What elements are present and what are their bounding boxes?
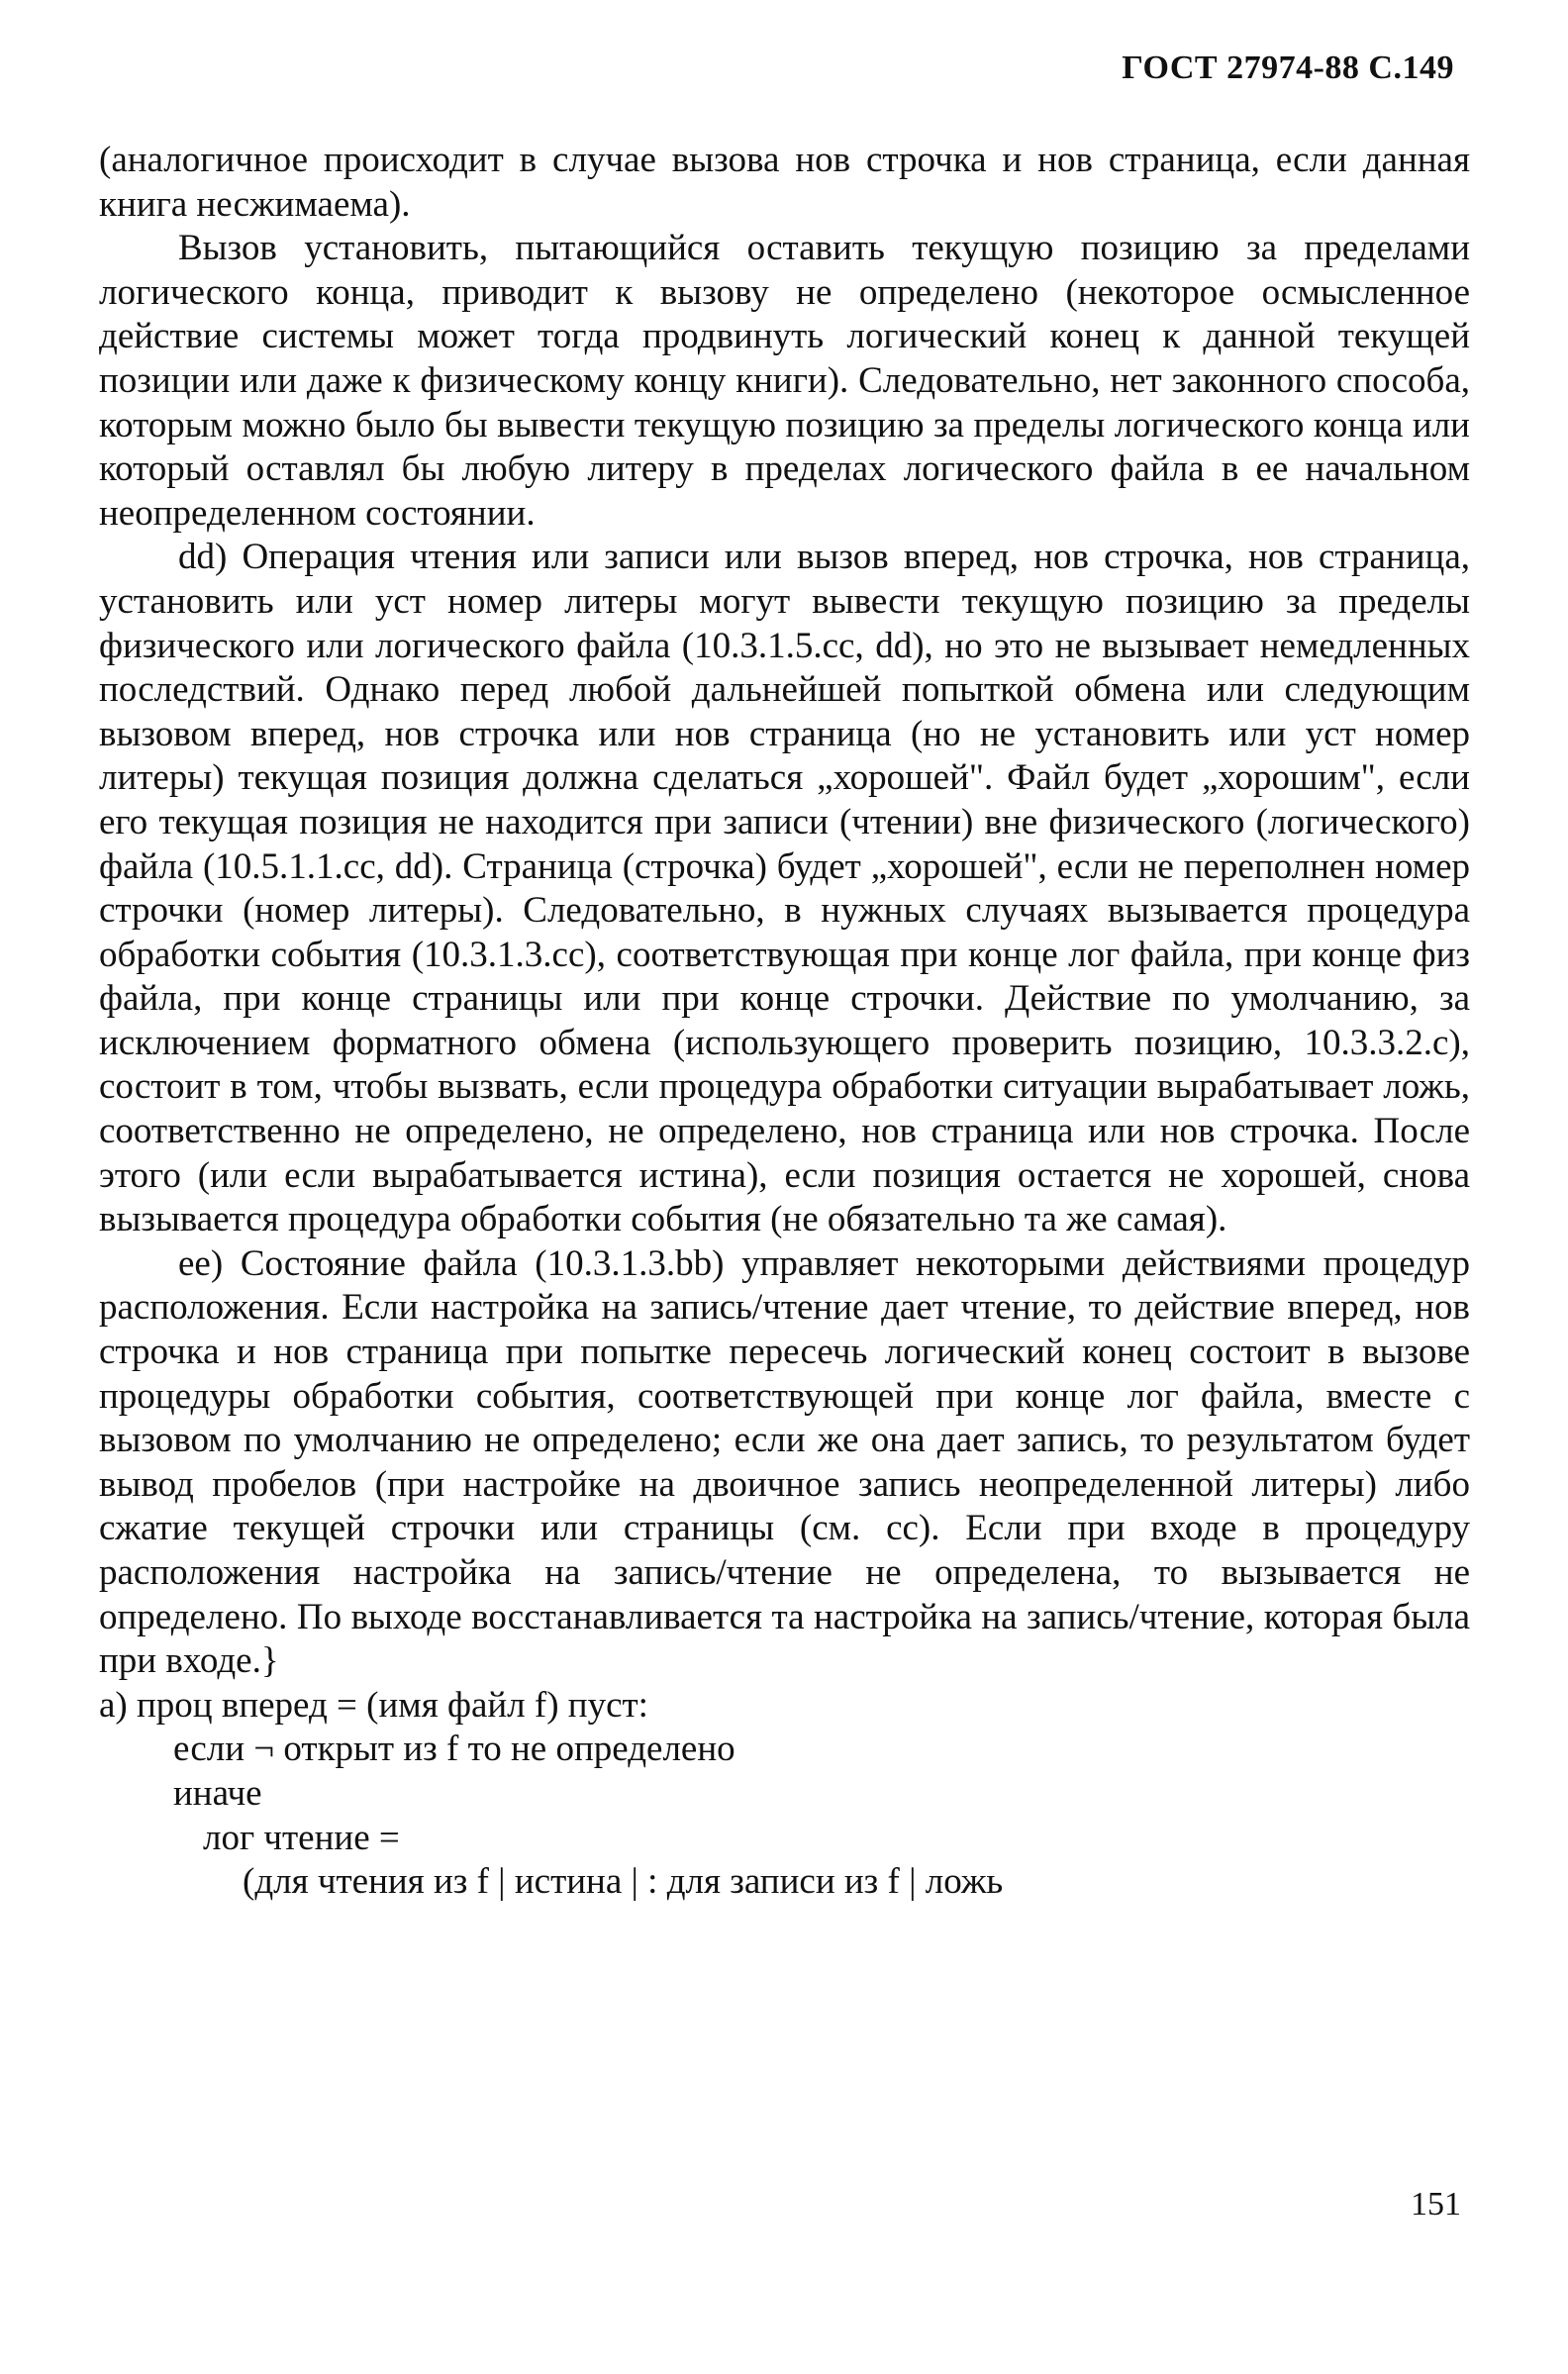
code-line-if-not-open: если ¬ открыт из f то не определено bbox=[173, 1729, 735, 1770]
page-body bbox=[99, 139, 1470, 1905]
paragraph-call-set: Вызов установить, пытающийся оставить текущую позицию за пределами логического конца, приводит к вызову не определено (некоторое осмысленное действие системы может тогда продвинуть логический конец к данной текущей позиции или даже к физическому концу книги). Следовательно, нет законного способа, которым можно было бы вывести текущую позицию за пределы логического конца или который оставлял бы любую литеру в пределах логического файла в ее начальном неопределенном состоянии. bbox=[99, 228, 1470, 534]
paragraph-ee: ee) Состояние файла (10.3.1.3.bb) управляет некоторыми действиями процедур расположения. Если настройка на запись/чтение дает чтение, то действие вперед, нов строчка и нов страница при попытке пересечь логический конец состоит в вызове процедуры обработки события, соответствующей при конце лог файла, вместе с вызовом по умолчанию не определено; если же она дает запись, то результатом будет вывод пробелов (при настройке на двоичное запись неопределенной литеры) либо сжатие текущей строчки или страницы (см. cc). Если при входе в процедуру расположения настройка на запись/чтение не определена, то вызывается не определено. По выходе восстанавливается та настройка на запись/чтение, которая была при входе.} bbox=[99, 1242, 1470, 1682]
code-line-proc-header: a) проц вперед = (имя файл f) пуст: bbox=[99, 1684, 648, 1726]
page-header-title: ГОСТ 27974-88 С.149 bbox=[1122, 49, 1454, 86]
paragraph-dd: dd) Операция чтения или записи или вызов вперед, нов строчка, нов страница, установить или уст номер литеры могут вывести текущую позицию за пределы физического или логического файла (10.3.1.5.cc, dd), но это не вызывает немедленных последствий. Однако перед любой дальнейшей попыткой обмена или следующим вызовом вперед, нов строчка или нов страница (но не установить или уст номер литеры) текущая позиция должна сделаться „хорошей". Файл будет „хорошим", если его текущая позиция не находится при записи (чтении) вне физического (логического) файла (10.5.1.1.cc, dd). Страница (строчка) будет „хорошей", если не переполнен номер строчки (номер литеры). Следовательно, в нужных случаях вызывается процедура обработки события (10.3.1.3.cc), соответствующая при конце лог файла, при конце физ файла, при конце страницы или при конце строчки. Действие по умолчанию, за исключением форматного обмена (использующего проверить позицию, 10.3.3.2.c), состоит в том, чтобы вызвать, если процедура обработки ситуации вырабатывает ложь, соответственно не определено, не определено, нов страница или нов строчка. После этого (или если вырабатывается истина), если позиция остается не хорошей, снова вызывается процедура обработки события (не обязательно та же самая). bbox=[99, 537, 1470, 1240]
code-line-log-read: лог чтение = bbox=[203, 1817, 400, 1858]
page-number: 151 bbox=[1411, 2186, 1461, 2223]
code-line-else: иначе bbox=[173, 1772, 262, 1814]
code-line-case-read-write: (для чтения из f | истина | : для записи из f | ложь bbox=[243, 1861, 1004, 1903]
paragraph-intro: (аналогичное происходит в случае вызова нов строчка и нов страница, если данная книга несжимаема). bbox=[99, 140, 1470, 225]
